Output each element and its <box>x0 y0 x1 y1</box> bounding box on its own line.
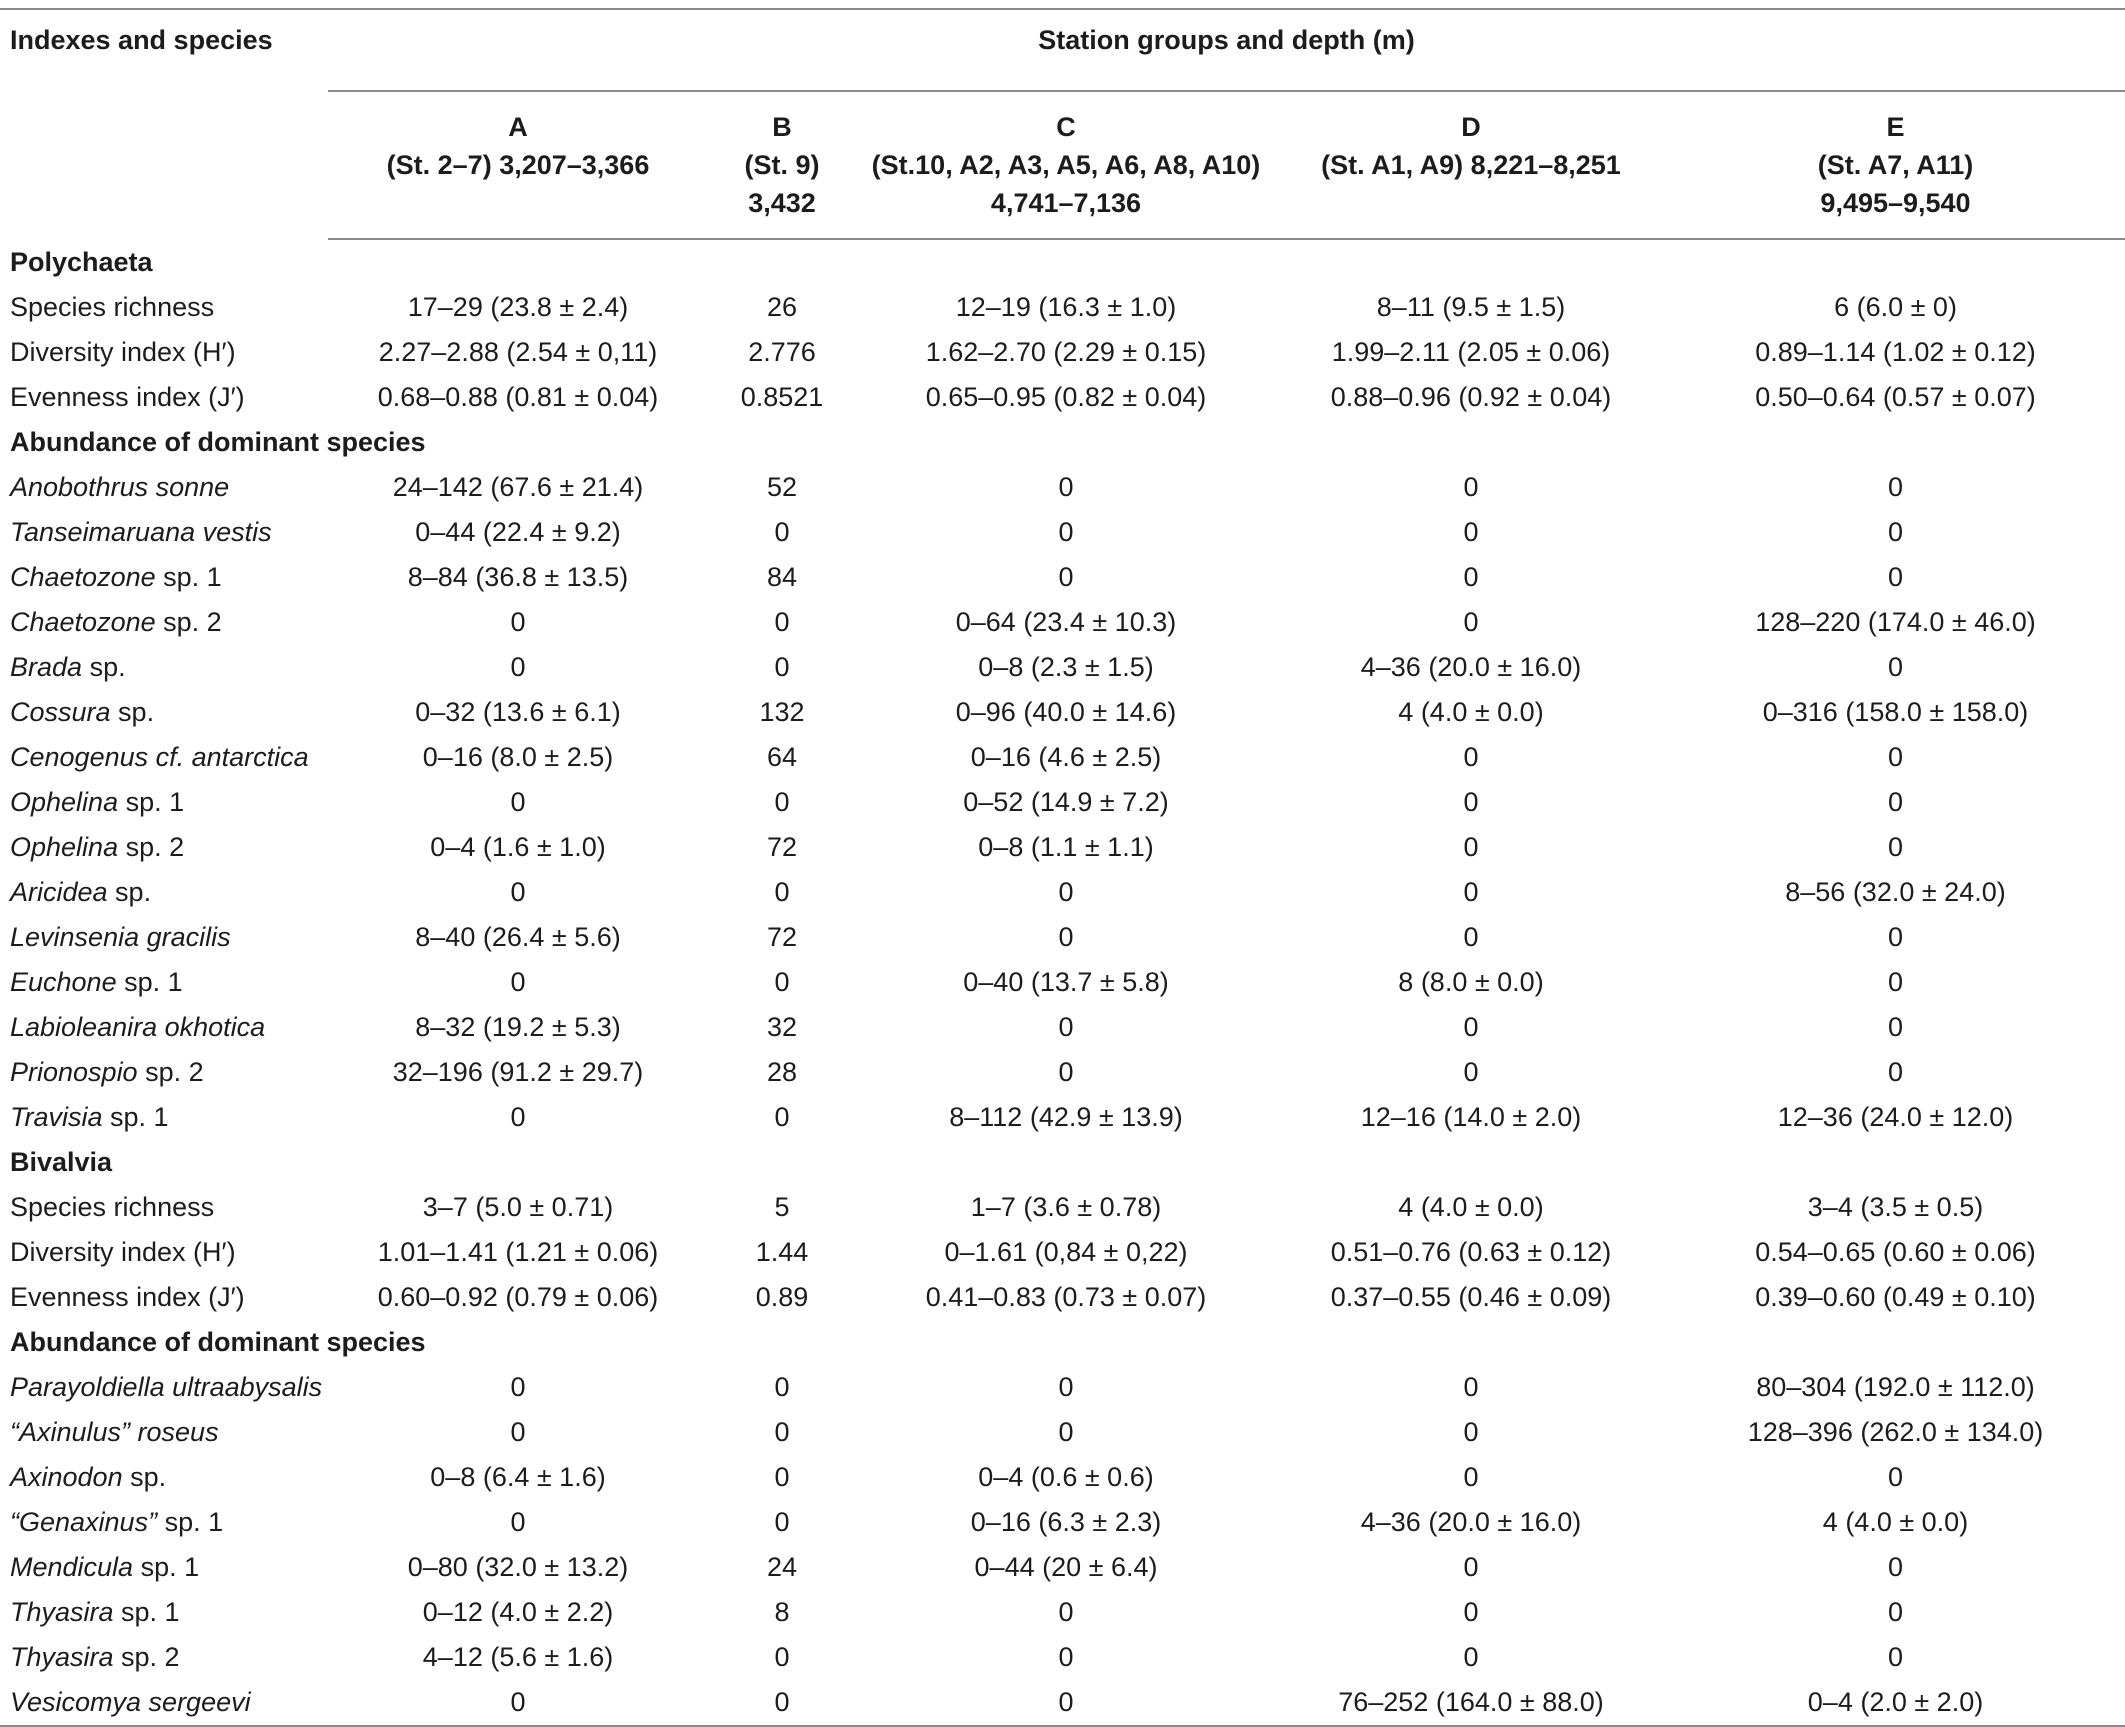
cell-group-C: 0 <box>1058 472 1074 502</box>
cell-group-B: 0 <box>774 1417 790 1447</box>
group-header-line: (St. 9) <box>744 150 820 180</box>
cell-group-C: 0–44 (20 ± 6.4) <box>974 1552 1158 1582</box>
cell-group-B: 0 <box>774 967 790 997</box>
cell-group-D: 0 <box>1463 832 1479 862</box>
row-label <box>0 960 328 1005</box>
cell-group-E: 0 <box>1887 922 1904 952</box>
cell-group-D: 0 <box>1463 787 1479 817</box>
species-suffix: sp. <box>82 652 126 682</box>
cell-group-B: 72 <box>766 832 798 862</box>
group-header-0 <box>328 91 708 239</box>
cell-group-C: 0 <box>1058 1417 1074 1447</box>
table-row <box>0 1365 2125 1410</box>
cell-group-D: 4–36 (20.0 ± 16.0) <box>1360 652 1582 682</box>
cell-group-C: 8–112 (42.9 ± 13.9) <box>949 1102 1183 1132</box>
species-table <box>0 8 2125 1727</box>
row-label <box>0 1455 328 1500</box>
stations-header: Station groups and depth (m) <box>328 9 2125 91</box>
cell-group-E: 0 <box>1887 742 1904 772</box>
cell-group-A: 0 <box>510 1372 526 1402</box>
table-row <box>0 1185 2125 1230</box>
species-suffix: sp. 2 <box>155 607 222 637</box>
table-row <box>0 465 2125 510</box>
cell-group-D: 0 <box>1463 877 1479 907</box>
cell-group-E: 0.54–0.65 (0.60 ± 0.06) <box>1755 1237 2036 1267</box>
cell-group-B: 84 <box>766 562 798 592</box>
row-label <box>0 735 328 780</box>
cell-group-D: 0 <box>1463 1057 1479 1087</box>
species-suffix: sp. <box>107 877 152 907</box>
cell-group-C: 0 <box>856 1680 1276 1726</box>
indexes-header: Indexes and species <box>0 9 328 239</box>
row-label: Evenness index (J′) <box>10 382 245 412</box>
row-label <box>0 1050 328 1095</box>
species-suffix: sp. 1 <box>133 1552 200 1582</box>
cell-group-B: 64 <box>766 742 798 772</box>
cell-group-B: 0 <box>774 1462 790 1492</box>
cell-group-D: 0 <box>1463 1417 1479 1447</box>
group-header-4 <box>1666 91 2125 239</box>
row-label <box>0 600 328 645</box>
row-label <box>0 1545 328 1590</box>
cell-group-E: 0 <box>1887 517 1904 547</box>
section-title: Bivalvia <box>10 1147 113 1177</box>
cell-group-B: 72 <box>766 922 798 952</box>
cell-group-E: 80–304 (192.0 ± 112.0) <box>1756 1372 2035 1402</box>
table-row <box>0 1590 2125 1635</box>
cell-group-E: 0 <box>1887 652 1904 682</box>
section-title: Abundance of dominant species <box>10 1327 426 1357</box>
cell-group-D: 0 <box>1463 1642 1479 1672</box>
section-row <box>0 1140 2125 1185</box>
row-label <box>0 1590 328 1635</box>
cell-group-E: 0 <box>1887 1462 1904 1492</box>
species-name: Chaetozone <box>10 607 156 637</box>
cell-group-C: 0.65–0.95 (0.82 ± 0.04) <box>925 382 1207 412</box>
cell-group-D: 0.37–0.55 (0.46 ± 0.09) <box>1330 1282 1612 1312</box>
group-header-line: E <box>1886 112 1905 142</box>
cell-group-E: 0 <box>1887 787 1904 817</box>
cell-group-E: 8–56 (32.0 ± 24.0) <box>1785 877 2006 907</box>
cell-group-B: 24 <box>766 1552 798 1582</box>
table-row <box>0 1635 2125 1680</box>
cell-group-A: 0 <box>510 607 526 637</box>
cell-group-B: 8 <box>774 1597 790 1627</box>
species-suffix: sp. 1 <box>116 967 183 997</box>
group-header-line: (St.10, A2, A3, A5, A6, A8, A10) <box>871 150 1261 180</box>
table-row <box>0 1050 2125 1095</box>
cell-group-C: 0–8 (1.1 ± 1.1) <box>978 832 1154 862</box>
cell-group-E: 0 <box>1887 967 1904 997</box>
cell-group-B: 0 <box>774 1642 790 1672</box>
cell-group-E: 0 <box>1887 472 1904 502</box>
row-label: Diversity index (H′) <box>10 337 236 367</box>
cell-group-D: 8–11 (9.5 ± 1.5) <box>1376 292 1566 322</box>
cell-group-C: 0 <box>1058 877 1074 907</box>
cell-group-A: 0 <box>510 787 526 817</box>
group-header-line: 3,432 <box>748 188 816 218</box>
cell-group-C: 0 <box>1058 1372 1074 1402</box>
species-name: Thyasira <box>10 1597 114 1627</box>
species-name: Vesicomya sergeevi <box>10 1687 251 1717</box>
cell-group-C: 0 <box>1058 1642 1074 1672</box>
table-row <box>0 1680 2125 1726</box>
species-suffix: sp. 2 <box>113 1642 180 1672</box>
cell-group-E: 6 (6.0 ± 0) <box>1834 292 1957 322</box>
table-row <box>0 330 2125 375</box>
cell-group-A: 3–7 (5.0 ± 0.71) <box>422 1192 614 1222</box>
species-name: Aricidea <box>10 877 108 907</box>
cell-group-E: 0.50–0.64 (0.57 ± 0.07) <box>1755 382 2036 412</box>
cell-group-A: 0 <box>328 1680 708 1726</box>
cell-group-E: 4 (4.0 ± 0.0) <box>1822 1507 1969 1537</box>
cell-group-A: 17–29 (23.8 ± 2.4) <box>407 292 629 322</box>
cell-group-C: 0–4 (0.6 ± 0.6) <box>978 1462 1154 1492</box>
species-suffix: sp. 1 <box>155 562 222 592</box>
cell-group-D: 0 <box>1463 1552 1479 1582</box>
species-suffix: sp. 1 <box>113 1597 180 1627</box>
cell-group-B: 0 <box>774 1507 790 1537</box>
cell-group-B: 0 <box>774 1372 790 1402</box>
cell-group-A: 0.60–0.92 (0.79 ± 0.06) <box>377 1282 659 1312</box>
cell-group-A: 4–12 (5.6 ± 1.6) <box>422 1642 614 1672</box>
group-header-line: 9,495–9,540 <box>1820 188 1971 218</box>
cell-group-C: 0–16 (6.3 ± 2.3) <box>970 1507 1162 1537</box>
cell-group-E: 0 <box>1887 832 1904 862</box>
cell-group-A: 0–4 (1.6 ± 1.0) <box>430 832 606 862</box>
cell-group-E: 0 <box>1887 1057 1904 1087</box>
group-header-line: A <box>508 112 528 142</box>
cell-group-A: 0–8 (6.4 ± 1.6) <box>430 1462 606 1492</box>
row-label <box>0 1635 328 1680</box>
cell-group-D: 4 (4.0 ± 0.0) <box>1398 1192 1544 1222</box>
species-name: Ophelina <box>10 787 119 817</box>
cell-group-C: 0–8 (2.3 ± 1.5) <box>978 652 1154 682</box>
section-title: Abundance of dominant species <box>10 427 426 457</box>
section-row <box>0 420 2125 465</box>
table-row <box>0 285 2125 330</box>
cell-group-C: 1.62–2.70 (2.29 ± 0.15) <box>925 337 1207 367</box>
species-name: Cenogenus cf. antarctica <box>10 742 309 772</box>
cell-group-C: 0–16 (4.6 ± 2.5) <box>970 742 1162 772</box>
cell-group-D: 0 <box>1463 472 1479 502</box>
table-row <box>0 1410 2125 1455</box>
row-label <box>0 825 328 870</box>
table-row <box>0 870 2125 915</box>
group-header-line: (St. A1, A9) 8,221–8,251 <box>1321 150 1621 180</box>
cell-group-A: 0 <box>510 877 526 907</box>
species-name: Prionospio <box>10 1057 138 1087</box>
cell-group-E: 128–220 (174.0 ± 46.0) <box>1755 607 2036 637</box>
cell-group-B: 132 <box>759 697 805 727</box>
cell-group-B: 2.776 <box>748 337 816 367</box>
cell-group-D: 0 <box>1463 517 1479 547</box>
species-suffix: sp. 1 <box>118 787 185 817</box>
section-row <box>0 1320 2125 1365</box>
species-suffix: sp. 2 <box>137 1057 204 1087</box>
row-label <box>0 510 328 555</box>
cell-group-C: 0.41–0.83 (0.73 ± 0.07) <box>925 1282 1207 1312</box>
table-row <box>0 690 2125 735</box>
row-label <box>0 1680 328 1726</box>
group-header-line: 4,741–7,136 <box>990 188 1142 218</box>
cell-group-A: 0 <box>510 1102 526 1132</box>
cell-group-B: 0.8521 <box>740 382 824 412</box>
species-name: Anobothrus sonne <box>10 472 230 502</box>
row-label <box>0 1005 328 1050</box>
species-suffix: sp. 1 <box>157 1507 224 1537</box>
species-name: Cossura <box>10 697 111 727</box>
cell-group-D: 0.51–0.76 (0.63 ± 0.12) <box>1330 1237 1612 1267</box>
group-header-line: D <box>1461 112 1481 142</box>
cell-group-B: 0 <box>774 877 790 907</box>
section-title: Polychaeta <box>10 247 153 277</box>
table-row <box>0 1095 2125 1140</box>
row-label: Species richness <box>10 292 215 322</box>
group-header-1 <box>708 91 856 239</box>
cell-group-A: 0–44 (22.4 ± 9.2) <box>415 517 621 547</box>
species-name: Labioleanira okhotica <box>10 1012 266 1042</box>
group-header-line: (St. 2–7) 3,207–3,366 <box>386 150 650 180</box>
cell-group-B: 0 <box>774 787 790 817</box>
cell-group-E: 0 <box>1887 1642 1904 1672</box>
cell-group-E: 0–4 (2.0 ± 2.0) <box>1666 1680 2125 1726</box>
cell-group-B: 1.44 <box>755 1237 809 1267</box>
table-row <box>0 825 2125 870</box>
cell-group-C: 0–1.61 (0,84 ± 0,22) <box>944 1237 1188 1267</box>
cell-group-B: 26 <box>766 292 798 322</box>
table-row <box>0 1275 2125 1320</box>
table-row <box>0 510 2125 555</box>
group-header-line: C <box>1056 112 1076 142</box>
cell-group-A: 24–142 (67.6 ± 21.4) <box>392 472 644 502</box>
cell-group-B: 0 <box>708 1680 856 1726</box>
cell-group-E: 3–4 (3.5 ± 0.5) <box>1807 1192 1984 1222</box>
table-row <box>0 1455 2125 1500</box>
cell-group-A: 32–196 (91.2 ± 29.7) <box>392 1057 644 1087</box>
cell-group-D: 76–252 (164.0 ± 88.0) <box>1276 1680 1666 1726</box>
cell-group-D: 0 <box>1463 1372 1479 1402</box>
row-label <box>0 690 328 735</box>
cell-group-B: 0.89 <box>755 1282 809 1312</box>
cell-group-B: 28 <box>766 1057 798 1087</box>
species-name: “Genaxinus” <box>10 1507 158 1537</box>
cell-group-C: 0 <box>1058 1012 1074 1042</box>
cell-group-C: 0 <box>1058 562 1074 592</box>
table-row <box>0 375 2125 420</box>
species-suffix: sp. 2 <box>118 832 185 862</box>
cell-group-D: 0.88–0.96 (0.92 ± 0.04) <box>1330 382 1612 412</box>
cell-group-A: 0–80 (32.0 ± 13.2) <box>407 1552 629 1582</box>
cell-group-D: 0 <box>1463 562 1479 592</box>
cell-group-D: 0 <box>1463 1462 1479 1492</box>
table-body <box>0 239 2125 1726</box>
cell-group-E: 0.39–0.60 (0.49 ± 0.10) <box>1755 1282 2036 1312</box>
cell-group-E: 0 <box>1887 1552 1904 1582</box>
species-name: Travisia <box>10 1102 103 1132</box>
cell-group-D: 0 <box>1463 922 1479 952</box>
cell-group-E: 128–396 (262.0 ± 134.0) <box>1747 1417 2044 1447</box>
species-name: Axinodon <box>10 1462 123 1492</box>
table-row <box>0 915 2125 960</box>
cell-group-A: 0 <box>510 1417 526 1447</box>
species-name: Euchone <box>10 967 117 997</box>
cell-group-B: 52 <box>766 472 798 502</box>
row-label <box>0 1095 328 1140</box>
cell-group-D: 1.99–2.11 (2.05 ± 0.06) <box>1331 337 1611 367</box>
cell-group-C: 0–64 (23.4 ± 10.3) <box>955 607 1177 637</box>
cell-group-B: 32 <box>766 1012 798 1042</box>
species-suffix: sp. <box>122 1462 167 1492</box>
cell-group-B: 0 <box>774 607 790 637</box>
species-name: Brada <box>10 652 83 682</box>
cell-group-A: 1.01–1.41 (1.21 ± 0.06) <box>377 1237 659 1267</box>
table-row <box>0 735 2125 780</box>
table-row <box>0 1230 2125 1275</box>
cell-group-C: 0–96 (40.0 ± 14.6) <box>955 697 1177 727</box>
header-row-top <box>0 9 2125 91</box>
cell-group-C: 12–19 (16.3 ± 1.0) <box>955 292 1177 322</box>
group-header-2 <box>856 91 1276 239</box>
cell-group-A: 8–40 (26.4 ± 5.6) <box>415 922 621 952</box>
cell-group-A: 8–84 (36.8 ± 13.5) <box>407 562 629 592</box>
row-label <box>0 555 328 600</box>
cell-group-E: 12–36 (24.0 ± 12.0) <box>1777 1102 2014 1132</box>
row-label <box>0 465 328 510</box>
row-label <box>0 780 328 825</box>
table-row <box>0 555 2125 600</box>
cell-group-A: 0–16 (8.0 ± 2.5) <box>422 742 614 772</box>
table-row <box>0 780 2125 825</box>
species-name: Parayoldiella ultraabysalis <box>10 1372 323 1402</box>
species-name: Chaetozone <box>10 562 156 592</box>
group-header-line: B <box>772 112 792 142</box>
cell-group-D: 12–16 (14.0 ± 2.0) <box>1360 1102 1582 1132</box>
species-name: Mendicula <box>10 1552 134 1582</box>
species-suffix: sp. <box>110 697 155 727</box>
table-row <box>0 1005 2125 1050</box>
cell-group-A: 0 <box>510 652 526 682</box>
species-name: Ophelina <box>10 832 119 862</box>
row-label <box>0 1365 328 1410</box>
cell-group-C: 0–40 (13.7 ± 5.8) <box>963 967 1169 997</box>
cell-group-C: 0 <box>1058 517 1074 547</box>
species-suffix: sp. 1 <box>102 1102 169 1132</box>
cell-group-A: 0.68–0.88 (0.81 ± 0.04) <box>377 382 659 412</box>
species-name: Thyasira <box>10 1642 114 1672</box>
row-label <box>0 915 328 960</box>
species-name: Tanseimaruana vestis <box>10 517 272 547</box>
table-row <box>0 1500 2125 1545</box>
cell-group-B: 0 <box>774 517 790 547</box>
row-label <box>0 1500 328 1545</box>
section-row <box>0 239 2125 285</box>
cell-group-D: 0 <box>1463 742 1479 772</box>
cell-group-A: 0 <box>510 967 526 997</box>
cell-group-A: 2.27–2.88 (2.54 ± 0,11) <box>378 337 658 367</box>
cell-group-E: 0–316 (158.0 ± 158.0) <box>1762 697 2029 727</box>
cell-group-E: 0 <box>1887 562 1904 592</box>
row-label <box>0 870 328 915</box>
species-name: “Axinulus” roseus <box>10 1417 219 1447</box>
row-label <box>0 1410 328 1455</box>
cell-group-C: 1–7 (3.6 ± 0.78) <box>970 1192 1162 1222</box>
cell-group-C: 0 <box>1058 1057 1074 1087</box>
cell-group-A: 0 <box>510 1507 526 1537</box>
table-row <box>0 960 2125 1005</box>
cell-group-D: 4 (4.0 ± 0.0) <box>1398 697 1544 727</box>
cell-group-D: 4–36 (20.0 ± 16.0) <box>1360 1507 1582 1537</box>
cell-group-C: 0 <box>1058 1597 1074 1627</box>
table-row <box>0 645 2125 690</box>
row-label: Diversity index (H′) <box>10 1237 236 1267</box>
cell-group-B: 5 <box>774 1192 790 1222</box>
cell-group-A: 0–12 (4.0 ± 2.2) <box>422 1597 614 1627</box>
table-row <box>0 600 2125 645</box>
cell-group-E: 0 <box>1887 1597 1904 1627</box>
cell-group-D: 0 <box>1463 1012 1479 1042</box>
table-row <box>0 1545 2125 1590</box>
cell-group-E: 0 <box>1887 1012 1904 1042</box>
cell-group-D: 8 (8.0 ± 0.0) <box>1398 967 1544 997</box>
cell-group-C: 0–52 (14.9 ± 7.2) <box>963 787 1169 817</box>
group-header-3 <box>1276 91 1666 239</box>
cell-group-B: 0 <box>774 652 790 682</box>
cell-group-A: 0–32 (13.6 ± 6.1) <box>415 697 621 727</box>
cell-group-B: 0 <box>774 1102 790 1132</box>
cell-group-D: 0 <box>1463 1597 1479 1627</box>
group-header-line: (St. A7, A11) <box>1817 150 1974 180</box>
cell-group-D: 0 <box>1463 607 1479 637</box>
row-label: Evenness index (J′) <box>10 1282 245 1312</box>
cell-group-E: 0.89–1.14 (1.02 ± 0.12) <box>1755 337 2036 367</box>
cell-group-A: 8–32 (19.2 ± 5.3) <box>415 1012 621 1042</box>
cell-group-C: 0 <box>1058 922 1074 952</box>
row-label <box>0 645 328 690</box>
row-label: Species richness <box>10 1192 215 1222</box>
species-name: Levinsenia gracilis <box>10 922 231 952</box>
